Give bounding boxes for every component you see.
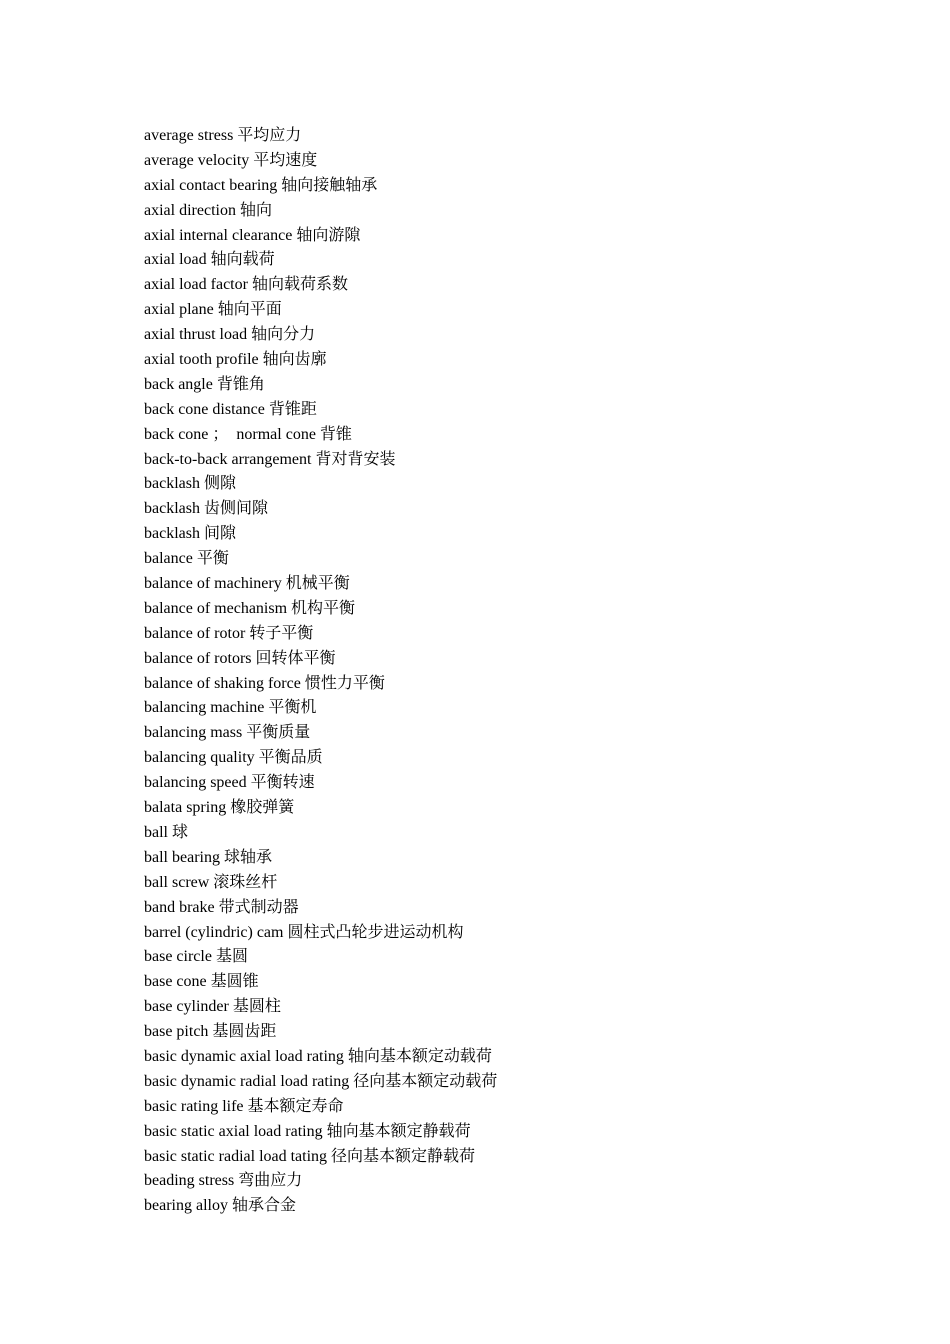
glossary-entry: axial tooth profile 轴向齿廓	[144, 351, 327, 369]
glossary-entry: basic dynamic radial load rating 径向基本额定动载荷	[144, 1072, 498, 1090]
glossary-entry: average stress 平均应力	[144, 127, 302, 144]
glossary-entry: back cone ； normal cone 背锥	[144, 425, 352, 443]
glossary-entry: basic static radial load tating 径向基本额定静载荷	[144, 1147, 476, 1165]
glossary-entry: ball bearing 球轴承	[144, 848, 272, 866]
glossary-entry: beading stress 弯曲应力	[144, 1172, 303, 1190]
glossary-entry: balance of machinery 机械平衡	[144, 575, 350, 593]
glossary-entry: axial plane 轴向平面	[144, 301, 282, 319]
glossary-entry: average velocity 平均速度	[144, 151, 318, 169]
glossary-entry: back cone distance 背锥距	[144, 400, 317, 418]
glossary-entry: backlash 齿侧间隙	[144, 500, 268, 518]
glossary-entry: back-to-back arrangement 背对背安装	[144, 450, 396, 468]
glossary-entry: backlash 间隙	[144, 525, 236, 543]
glossary-entry: band brake 带式制动器	[144, 898, 299, 916]
glossary-entry: ball screw 滚珠丝杆	[144, 873, 278, 891]
glossary-entry: balance 平衡	[144, 550, 229, 568]
glossary-entry: bearing alloy 轴承合金	[144, 1197, 296, 1215]
glossary-entry: backlash 侧隙	[144, 475, 236, 493]
glossary-entry: balance of shaking force 惯性力平衡	[144, 674, 385, 692]
glossary-entry: balance of rotor 转子平衡	[144, 624, 314, 642]
glossary-entry: balancing machine 平衡机	[144, 699, 317, 717]
glossary-entry: base pitch 基圆齿距	[144, 1023, 277, 1041]
glossary-entry: axial direction 轴向	[144, 201, 272, 219]
glossary-entry: basic dynamic axial load rating 轴向基本额定动载荷	[144, 1047, 492, 1065]
glossary-entry: balata spring 橡胶弹簧	[144, 799, 295, 817]
glossary-entry: basic static axial load rating 轴向基本额定静载荷	[144, 1122, 471, 1140]
glossary-entry: back angle 背锥角	[144, 375, 265, 393]
glossary-entry: basic rating life 基本额定寿命	[144, 1097, 344, 1115]
glossary-entry: axial internal clearance 轴向游隙	[144, 226, 361, 244]
glossary-entry: balance of mechanism 机构平衡	[144, 599, 356, 617]
glossary-entry: axial load 轴向载荷	[144, 251, 275, 269]
glossary-entry: axial contact bearing 轴向接触轴承	[144, 176, 378, 194]
glossary-entry: ball 球	[144, 823, 188, 841]
glossary-entry: base circle 基圆	[144, 948, 248, 966]
glossary-entry: barrel (cylindric) cam 圆柱式凸轮步进运动机构	[144, 923, 464, 941]
glossary-entry: balancing quality 平衡品质	[144, 749, 323, 767]
glossary-entry: balancing speed 平衡转速	[144, 774, 315, 792]
glossary-entry: axial load factor 轴向载荷系数	[144, 276, 348, 294]
glossary-entry: balancing mass 平衡质量	[144, 724, 311, 742]
glossary-entry: base cylinder 基圆柱	[144, 998, 281, 1016]
glossary-list	[144, 124, 497, 1219]
glossary-entry: balance of rotors 回转体平衡	[144, 649, 336, 667]
glossary-entry: base cone 基圆锥	[144, 973, 259, 991]
glossary-entry: axial thrust load 轴向分力	[144, 326, 316, 344]
